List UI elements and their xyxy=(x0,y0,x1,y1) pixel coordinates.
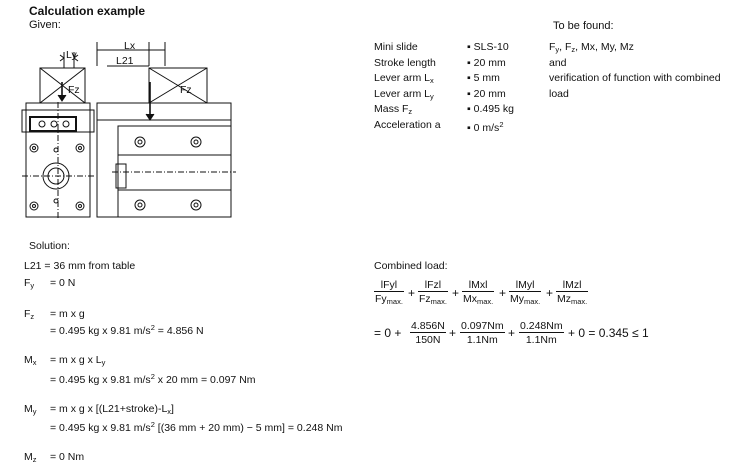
fraction-my: lMyl $My_{max.}$ xyxy=(510,279,541,306)
combined-load-heading: Combined load: xyxy=(374,260,448,272)
to-find-and: and xyxy=(549,57,567,69)
fraction-mz: lMzl $Mz_{max.}$ xyxy=(557,279,588,306)
fraction-fz: lFzl $Fz_{max.}$ xyxy=(419,279,447,306)
to-find-verification: verification of function with combined xyxy=(549,72,721,84)
fz-symbol: $F_z$ xyxy=(24,308,35,321)
param-label: Acceleration a xyxy=(374,119,441,131)
my-equation-2: = 0.495 kg x 9.81 $m/s^2$ [(36 mm + 20 mm) − 5 mm] = 0.248 Nm xyxy=(50,420,343,434)
ly-label: Ly xyxy=(66,49,77,61)
fy-symbol: $F_y$ xyxy=(24,277,35,290)
plus-sign: + xyxy=(546,286,554,300)
fraction-value-my: $\frac{0.248Nm}{1.1Nm}$ xyxy=(520,320,563,346)
param-value: ▪ 5 mm xyxy=(467,72,500,84)
to-be-found-label: To be found: xyxy=(553,20,614,32)
mz-symbol: $M_z$ xyxy=(24,451,37,464)
mx-equation-1: = m x g x $L_y$ xyxy=(50,354,106,367)
fraction-value-mx: $\frac{0.097Nm}{1.1Nm}$ xyxy=(461,320,504,346)
fz-label-left: Fz xyxy=(68,84,80,96)
param-label: Mass $F_z$ xyxy=(374,103,413,116)
my-symbol: $M_y$ xyxy=(24,403,37,416)
page-title: Calculation example xyxy=(29,4,146,18)
lx-label: Lx xyxy=(124,40,136,52)
to-find-forces-moments: $F_y$, $F_z$, Mx, My, Mz xyxy=(549,41,634,54)
param-label: Lever arm $L_x$ xyxy=(374,72,434,85)
l21-label: L21 xyxy=(116,55,134,67)
fraction-value-fz: $\frac{4.856N}{150N}$ xyxy=(411,320,445,346)
param-value: ▪ 20 mm xyxy=(467,88,506,100)
param-value: ▪ 0 $m/s^2$ xyxy=(467,120,504,134)
plus-sign: + xyxy=(449,326,457,340)
param-value: ▪ 0.495 kg xyxy=(467,103,514,115)
fz-label-right: Fz xyxy=(180,84,192,96)
mz-equation: = 0 Nm xyxy=(50,451,85,463)
plus-sign: + xyxy=(508,326,516,340)
given-label: Given: xyxy=(29,19,61,31)
mx-equation-2: = 0.495 kg x 9.81 $m/s^2$ x 20 mm = 0.097 Nm xyxy=(50,372,256,386)
fy-equation: = 0 N xyxy=(50,277,76,289)
param-value: ▪ 20 mm xyxy=(467,57,506,69)
mx-symbol: $M_x$ xyxy=(24,354,37,367)
plus-sign: + xyxy=(408,286,416,300)
l21-line: L21 = 36 mm from table xyxy=(24,260,136,272)
plus-sign: + xyxy=(499,286,507,300)
param-label: Lever arm $L_y$ xyxy=(374,88,434,101)
param-label: Stroke length xyxy=(374,57,436,69)
fz-equation-2: = 0.495 kg x 9.81 $m/s^2 = 4.856$ N xyxy=(50,323,204,337)
combined-result: + 0 = 0.345 ≤ 1 xyxy=(568,326,649,340)
solution-heading: Solution: xyxy=(29,240,70,252)
param-value: ▪ SLS-10 xyxy=(467,41,509,53)
param-label: Mini slide xyxy=(374,41,418,53)
combined-lead: = 0 + xyxy=(374,326,402,340)
to-find-load: load xyxy=(549,88,569,100)
fraction-mx: lMxl $Mx_{max.}$ xyxy=(463,279,494,306)
plus-sign: + xyxy=(452,286,460,300)
my-equation-1: = m x g x $[(L21+stroke)-L_x]$ xyxy=(50,403,174,416)
fraction-fy: lFyl $Fy_{max.}$ xyxy=(375,279,403,306)
fz-equation-1: = m x g xyxy=(50,308,85,320)
